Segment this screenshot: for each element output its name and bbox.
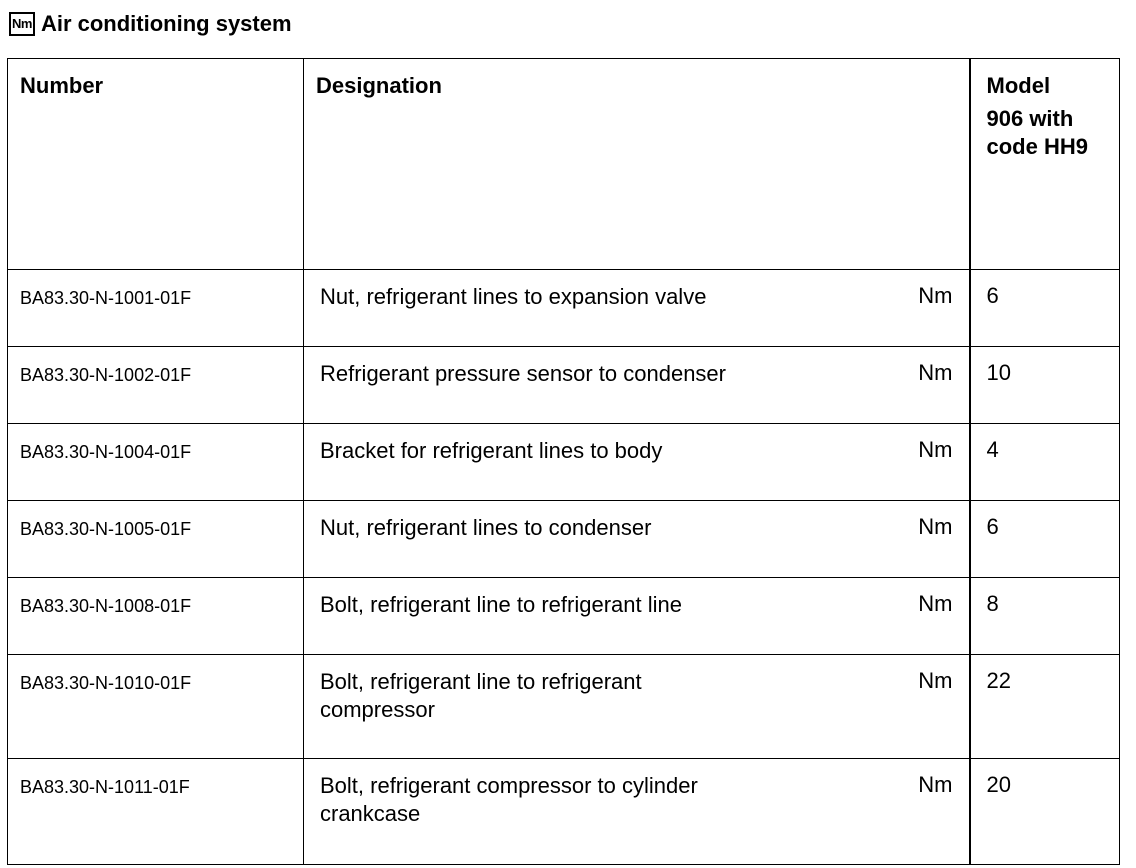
row-designation-cell bbox=[304, 347, 970, 424]
row-unit: Nm bbox=[918, 360, 953, 385]
row-value: 20 bbox=[970, 759, 1120, 865]
model-label: Model bbox=[986, 73, 1051, 98]
row-unit: Nm bbox=[918, 668, 953, 693]
row-value: 10 bbox=[970, 347, 1120, 424]
table-row bbox=[8, 424, 1120, 501]
row-value: 22 bbox=[970, 655, 1120, 759]
row-value: 4 bbox=[970, 424, 1120, 501]
row-number: BA83.30-N-1008-01F bbox=[8, 578, 304, 655]
column-header-number: Number bbox=[8, 59, 304, 270]
row-value: 6 bbox=[970, 270, 1120, 347]
torque-table bbox=[7, 58, 1120, 865]
row-unit: Nm bbox=[918, 772, 953, 797]
row-designation: Refrigerant pressure sensor to condenser bbox=[320, 361, 726, 386]
table-row bbox=[8, 578, 1120, 655]
row-designation-cell bbox=[304, 424, 970, 501]
table-row bbox=[8, 655, 1120, 759]
row-number: BA83.30-N-1004-01F bbox=[8, 424, 304, 501]
row-designation: Nut, refrigerant lines to condenser bbox=[320, 515, 652, 540]
row-value: 8 bbox=[970, 578, 1120, 655]
row-number: BA83.30-N-1010-01F bbox=[8, 655, 304, 759]
row-designation-cell bbox=[304, 759, 970, 865]
row-number: BA83.30-N-1002-01F bbox=[8, 347, 304, 424]
row-designation: Bolt, refrigerant line to refrigerant line bbox=[320, 592, 682, 617]
table-row bbox=[8, 501, 1120, 578]
row-designation-cell bbox=[304, 578, 970, 655]
row-unit: Nm bbox=[918, 283, 953, 308]
row-unit: Nm bbox=[918, 591, 953, 616]
page-header bbox=[9, 9, 292, 39]
row-designation: Nut, refrigerant lines to expansion valve bbox=[320, 284, 707, 309]
page-title: Air conditioning system bbox=[40, 11, 292, 36]
row-number: BA83.30-N-1001-01F bbox=[8, 270, 304, 347]
torque-nm-icon: Nm bbox=[9, 12, 35, 36]
row-designation: Bracket for refrigerant lines to body bbox=[320, 438, 663, 463]
row-designation-cell bbox=[304, 501, 970, 578]
table-header-row bbox=[8, 59, 1120, 270]
row-number: BA83.30-N-1011-01F bbox=[8, 759, 304, 865]
column-header-model bbox=[970, 59, 1120, 270]
row-unit: Nm bbox=[918, 514, 953, 539]
table-row bbox=[8, 270, 1120, 347]
row-value: 6 bbox=[970, 501, 1120, 578]
row-designation: Bolt, refrigerant line to refrigerant compressor bbox=[320, 669, 642, 722]
row-designation: Bolt, refrigerant compressor to cylinder crankcase bbox=[320, 773, 698, 826]
table-row bbox=[8, 759, 1120, 865]
column-header-designation: Designation bbox=[304, 59, 970, 270]
table-row bbox=[8, 347, 1120, 424]
row-number: BA83.30-N-1005-01F bbox=[8, 501, 304, 578]
row-unit: Nm bbox=[918, 437, 953, 462]
row-designation-cell bbox=[304, 270, 970, 347]
model-variant-label: 906 with code HH9 bbox=[986, 106, 1088, 159]
row-designation-cell bbox=[304, 655, 970, 759]
